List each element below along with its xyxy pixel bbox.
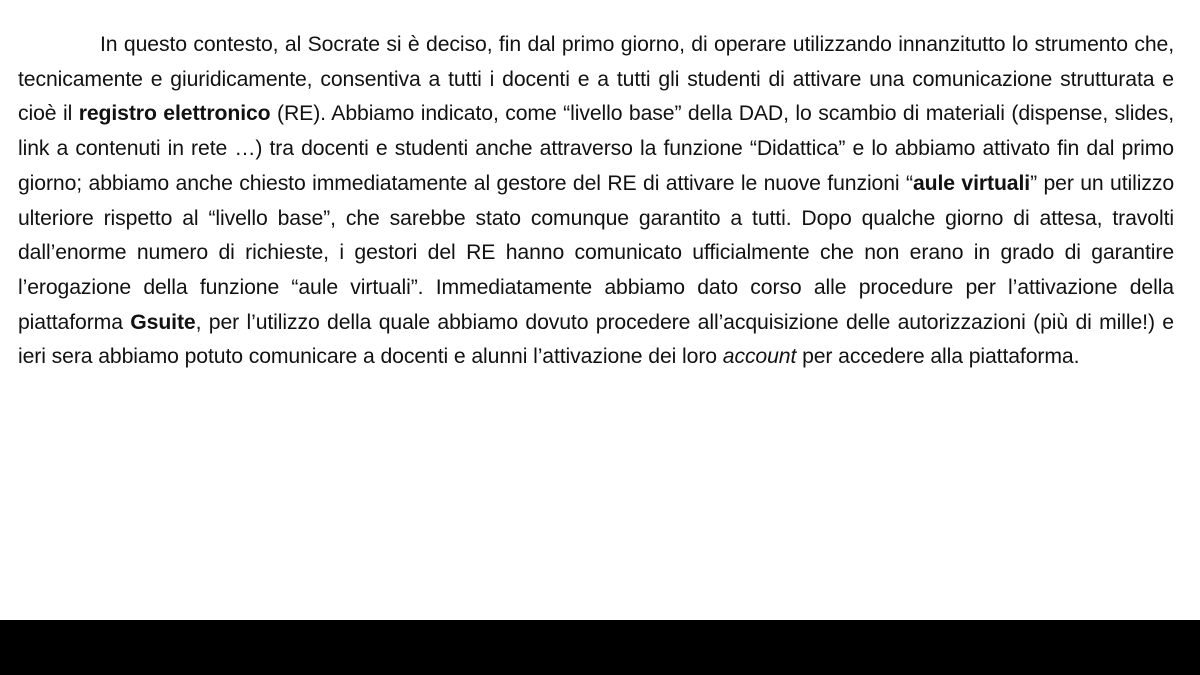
body-paragraph	[18, 28, 1174, 375]
text-segment: , per l’utilizzo della quale abbiamo dovuto procedere all’acquisizione delle autorizzazioni (più di mille!) e ieri sera abbiamo potuto comunicare a docenti e alunni l’attivazione dei loro	[18, 310, 1174, 369]
italic-account: account	[722, 345, 797, 369]
bottom-black-bar	[0, 620, 1200, 675]
bold-gsuite: Gsuite	[130, 310, 196, 334]
bold-aule-virtuali: aule virtuali	[912, 171, 1031, 195]
text-segment: (RE). Abbiamo indicato, come “livello base” della DAD, lo scambio di materiali (dispense, slides, link a contenuti in rete …) tra docenti e studenti anche attraverso la funzione “Didattica” e lo abbiamo attivato fin dal primo giorno; abbiamo anche chiesto immediatamente al gestore del RE di attivare le nuove funzioni “	[18, 102, 1175, 195]
text-segment: per accedere alla piattaforma.	[796, 345, 1080, 369]
text-segment: ” per un utilizzo ulteriore rispetto al “livello base”, che sarebbe stato comunque garantito a tutti. Dopo qualche giorno di attesa, travolti dall’enorme numero di richieste, i gestori del RE hanno comunicato ufficialmente che non erano in grado di garantire l’erogazione della funzione “aule virtuali”. Immediatamente abbiamo dato corso alle procedure per l’attivazione della piattaforma	[18, 171, 1175, 334]
text-segment: In questo contesto, al Socrate si è deciso, fin dal primo giorno, di operare utilizzando innanzitutto lo strumento che, tecnicamente e giuridicamente, consentiva a tutti i docenti e a tutti gli studenti di attivare una comunicazione strutturata e cioè il	[18, 33, 1174, 126]
bold-registro-elettronico: registro elettronico	[78, 102, 271, 126]
